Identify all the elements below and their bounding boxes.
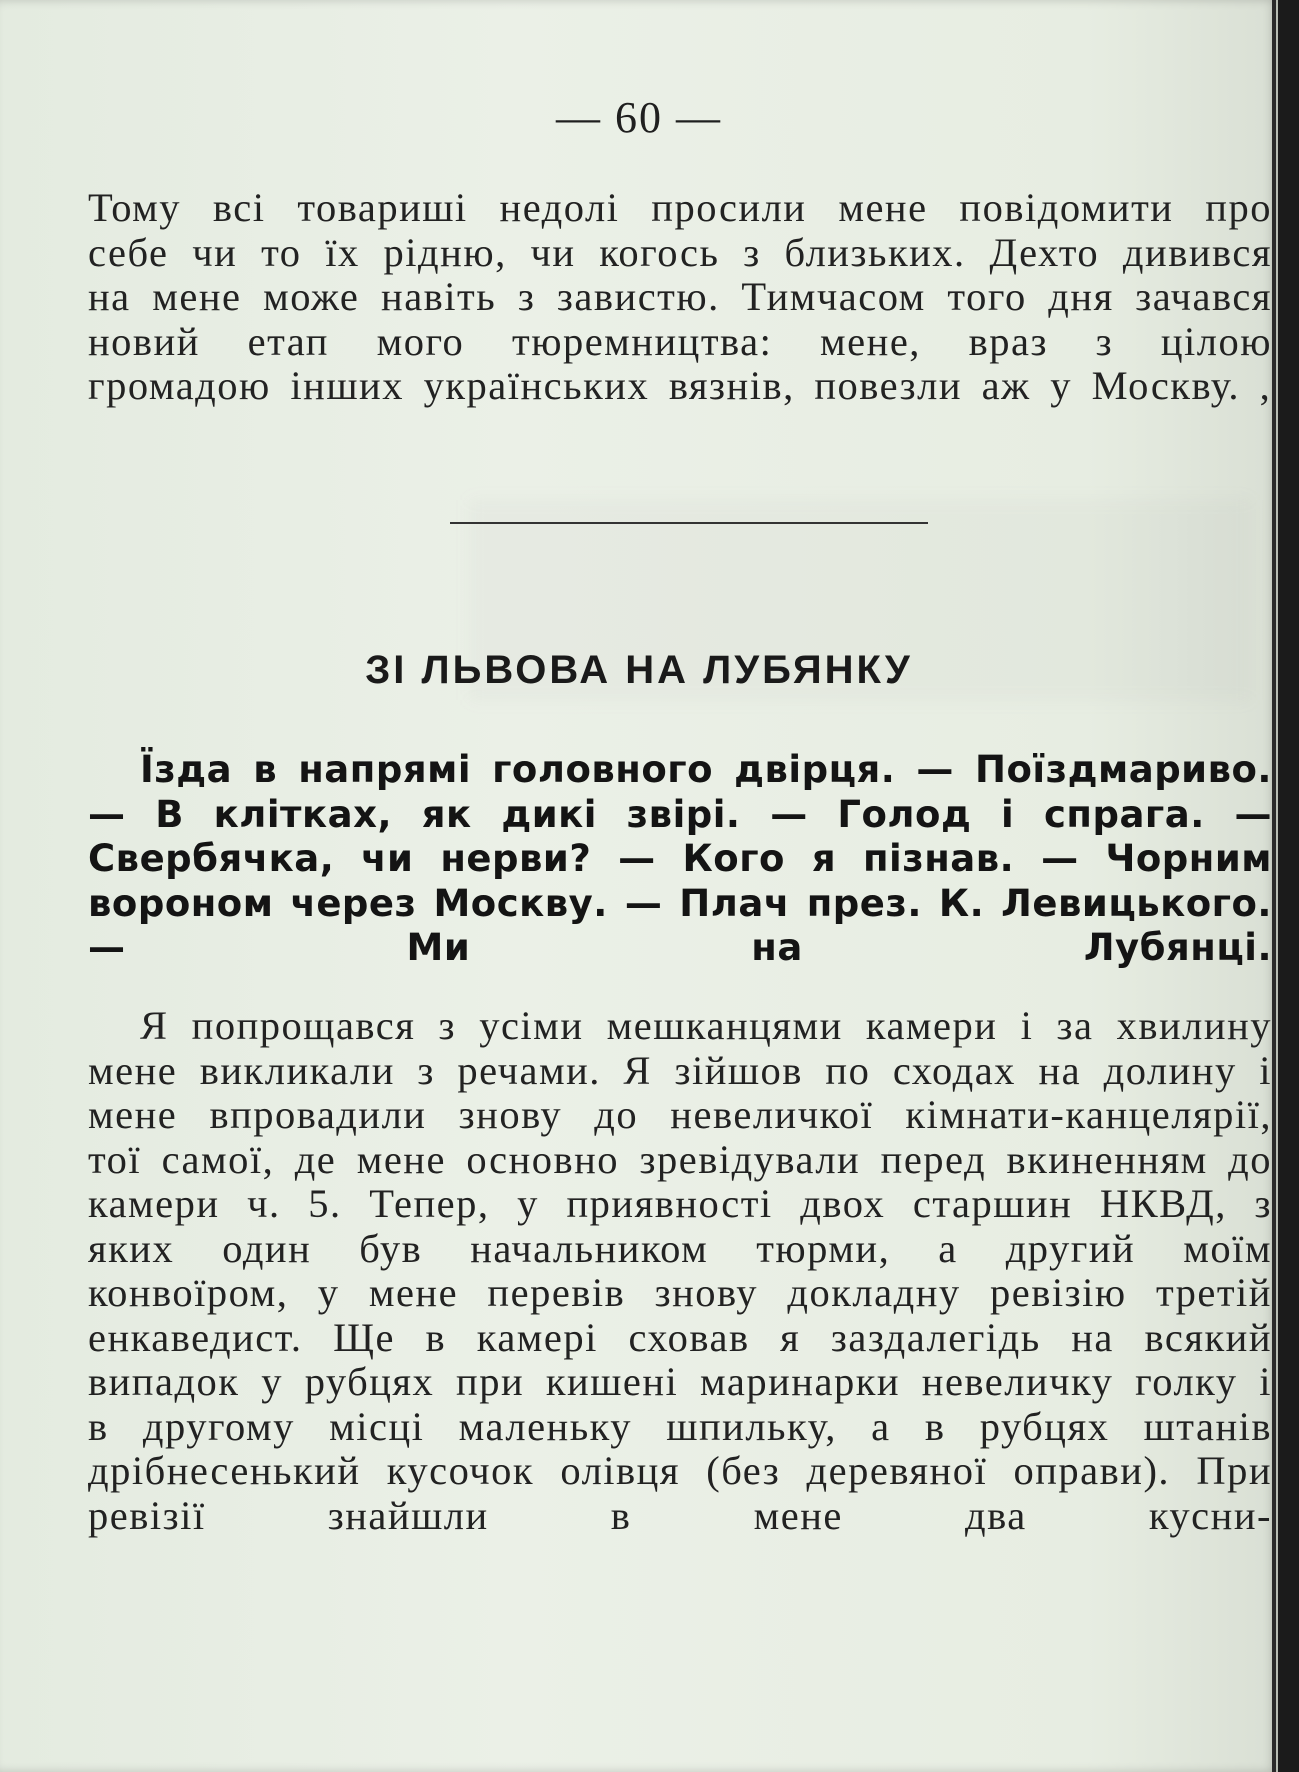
section-separator (450, 522, 928, 524)
page-edge (1272, 0, 1276, 1772)
chapter-summary: Їзда в напрямі головного двірця. — Поїздмариво. — В клітках, як дикі звірі. — Голод і спрага. — Свербячка, чи нерви? — Кого я пізнав. — Чорним вороном через Москву. — Плач през. К. Левицького. — Ми на Лубянці. (88, 748, 1272, 969)
paragraph-2: Я попрощався з усіми мешканцями камери і за хвилину мене викликали з речами. Я зійшов по сходах на долину і мене впровадили знову до невеличкої кімнати-канцелярії, тої самої, де мене основно зревідували перед вкиненням до камери ч. 5. Тепер, у приявності двох старшин НКВД, з яких один був начальником тюрми, а другий моїм конвоїром, у мене перевів знову докладну ревізію третій енкаведист. Ще в камері сховав я заздалегідь на всякий випадок у рубцях при кишені маринарки невеличку голку і в другому місці маленьку шпильку, а в рубцях штанів дрібнесенький кусочок олівця (без деревяної оправи). При ревізії знайшли в мене два кусни- (88, 1003, 1272, 1538)
page-number: — 60 — (556, 93, 722, 142)
paragraph-1: Тому всі товариші недолі просили мене повідомити про себе чи то їх рідню, чи когось з близьких. Дехто дивився на мене може навіть з завистю. Тимчасом того дня зачався новий етап мого тюремництва: мене, враз з цілою громадою інших українських вязнів, повезли аж у Москву. , (88, 185, 1272, 408)
chapter-title: ЗІ ЛЬВОВА НА ЛУБЯНКУ (365, 648, 913, 692)
